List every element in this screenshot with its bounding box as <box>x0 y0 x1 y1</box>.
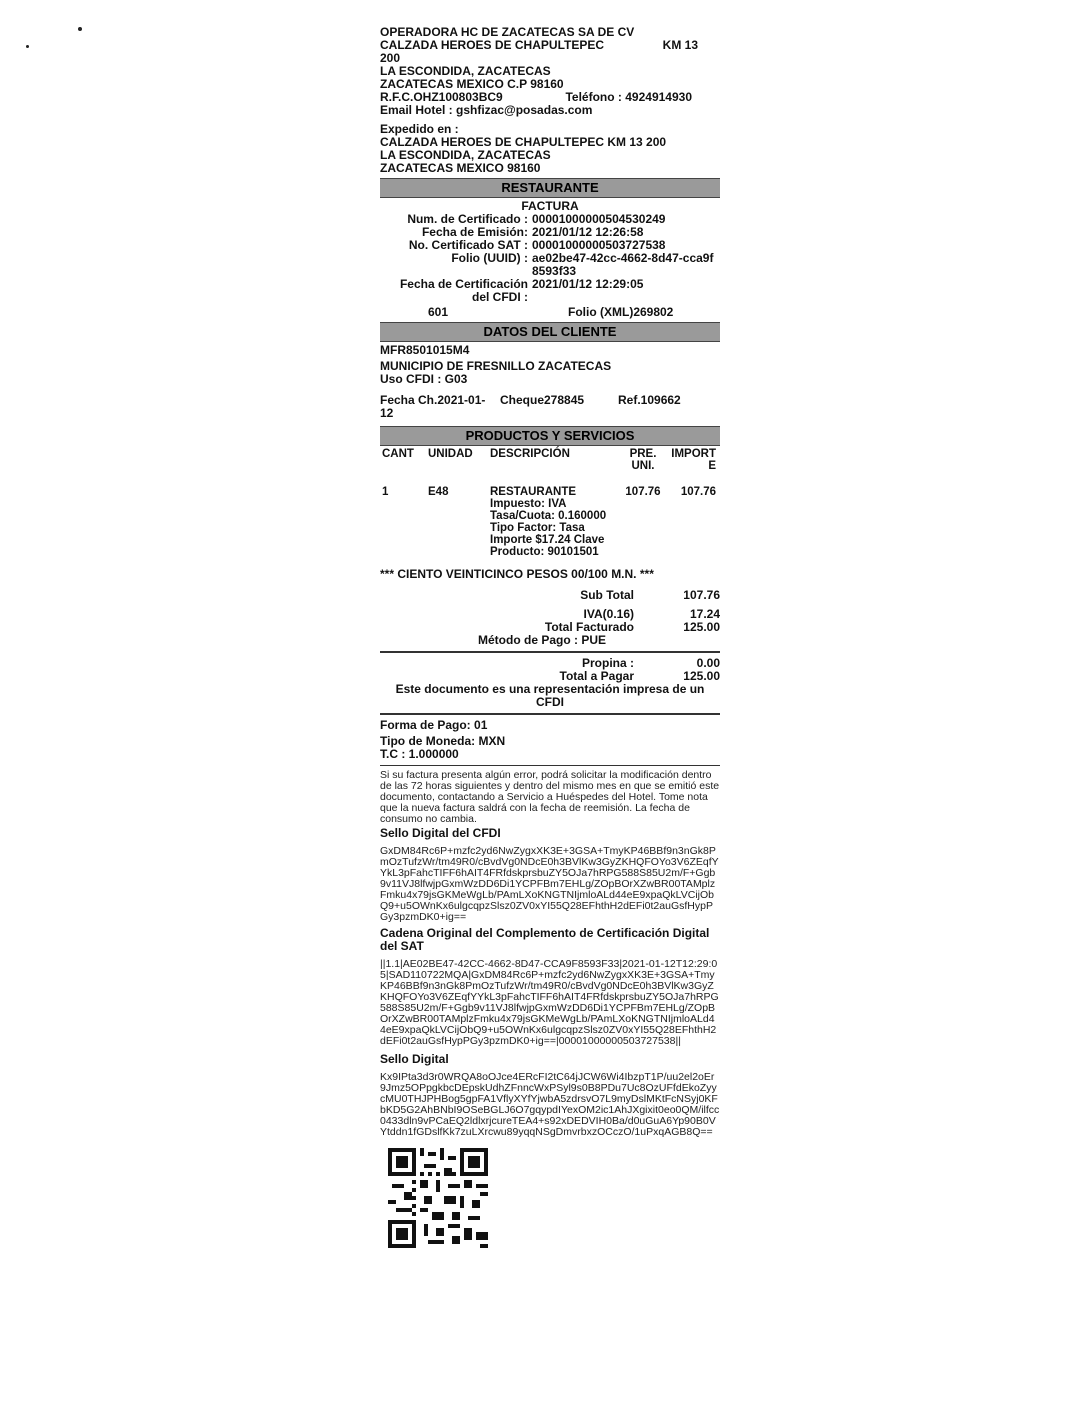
client-cheque: Cheque278845 <box>500 393 585 407</box>
factura-fields <box>380 213 720 304</box>
disclaimer: Si su factura presenta algún error, podrá solicitar la modificación dentro de las 72 horas siguientes y dentro del mismo mes en que se emitió este documento, contactando a Servicio a Huéspedes del Hotel. Tome nota que la nueva factura saldrá con la fecha de reemisión. La fecha de consumo no cambia. <box>380 769 720 825</box>
tipo-cambio: T.C : 1.000000 <box>380 747 459 761</box>
propina-row <box>380 657 720 670</box>
issuer-address-line1: CALZADA HEROES DE CHAPULTEPEC <box>380 38 605 52</box>
client-ref: Ref.109662 <box>618 393 681 407</box>
col-descripcion: DESCRIPCIÓN <box>490 448 570 460</box>
cell-pre-uni: 107.76 <box>625 486 661 498</box>
field-label: Fecha de Emisión: <box>421 225 528 239</box>
sello-cfdi-title: Sello Digital del CFDI <box>380 826 501 840</box>
pagar-value: 125.00 <box>683 669 720 683</box>
tipo-moneda: Tipo de Moneda: MXN <box>380 734 506 748</box>
totals-block <box>380 589 720 715</box>
col-unidad: UNIDAD <box>428 448 473 460</box>
table-row <box>380 486 720 558</box>
client-name: MUNICIPIO DE FRESNILLO ZACATECAS <box>380 359 612 373</box>
factura-field <box>380 278 720 304</box>
col-cant: CANT <box>382 448 414 460</box>
propina-label: Propina : <box>581 656 634 670</box>
field-value: 2021/01/12 12:26:58 <box>532 225 644 239</box>
iva-label: IVA(0.16) <box>583 607 634 621</box>
col-pre-uni: PRE. UNI. <box>629 448 657 472</box>
issuer-phone: Teléfono : 4924914930 <box>565 90 692 104</box>
issuer-address-row <box>380 39 698 52</box>
sello-sat-value: Kx9IPta3d3r0WRQA8oOJce4ERcFI2tC64jJCW6Wi4IbzpT1P/uu2el2oEr9Jmz5OPpgkbcDEpskUdhZFnncWxPSyl9s0B8PDu7Uc8OzUFfdEkoZyycMU0THJPHBog5gpFA1VflyXYfYjwbA5zdrsvO7L9myDslMKtFcNSyj0KFbKD5G2AhBNbI9OSeBGLJ6O7gqypdIYexOM2ic1AhJXgixit0eo0QM/ilfcc0433dln9vPCaEQ2ldlxrjcureTEA4+s92xDEDVIH0Ba/d0uGuA6Yp90B0VYtddn1fGDslfKk7zuLXrcwu89yqqNSgDmvrbxzOCczO/1uPxqAGB8Q== <box>380 1071 720 1138</box>
qr-code <box>388 1148 488 1248</box>
propina-value: 0.00 <box>696 656 720 670</box>
sello-sat-title: Sello Digital <box>380 1052 449 1066</box>
divider <box>380 765 720 766</box>
expedido-line3: ZACATECAS MEXICO 98160 <box>380 161 541 175</box>
field-label: No. Certificado SAT : <box>408 238 528 252</box>
scan-speck <box>78 27 82 31</box>
expedido-label: Expedido en : <box>380 122 459 136</box>
section-productos: PRODUCTOS Y SERVICIOS <box>380 426 720 446</box>
regimen-row <box>380 306 720 319</box>
cell-desc-title: RESTAURANTE <box>490 486 577 498</box>
client-rfc: MFR8501015M4 <box>380 343 470 357</box>
amount-in-words: *** CIENTO VEINTICINCO PESOS 00/100 M.N. *** <box>380 567 654 581</box>
forma-pago: Forma de Pago: 01 <box>380 718 488 732</box>
expedido-block <box>380 123 720 175</box>
table-header <box>380 448 720 472</box>
iva-value: 17.24 <box>689 607 720 621</box>
field-label: Folio (UUID) : <box>451 251 528 265</box>
sello-cfdi-value: GxDM84Rc6P+mzfc2yd6NwZygxXK3E+3GSA+TmyKP46BBf9n3nGk8PmOzTufzWr/tm49R0/cBvdVg0NDcE0h3BVlKw3GyZKHQFOYo3V6ZEqfYYkL3pFahcTIFF6hAIT4FRfdskprsbuZY5OJa7hRPG588S85U2m/F+Ggb9v11VJ8lfwjpGxmWzDD6Di1YCPFBm7EHLg/ZOpBOrXZwBR00TAMplzFmku4x79jsGKMeWgLb/PAmLXoKNGTNIjmloALd44eE9xpaQkLVCijObQ9+u5OWnKx6ulgcqpzSlsz0ZV0xYI55Q28EFhthH2dEFi0t2auGsfHypPGy3pzmDK0+ig== <box>380 845 719 923</box>
total-value: 125.00 <box>683 620 720 634</box>
scan-speck <box>26 45 29 48</box>
pagar-label: Total a Pagar <box>559 669 634 683</box>
issuer-address-line4: ZACATECAS MEXICO C.P 98160 <box>380 77 564 91</box>
field-value: 00001000000503727538 <box>532 238 666 252</box>
cfdi-note: Este documento es una representación impresa de un CFDI <box>395 682 705 709</box>
section-cliente: DATOS DEL CLIENTE <box>380 322 720 342</box>
section-restaurante: RESTAURANTE <box>380 178 720 198</box>
issuer-name: OPERADORA HC DE ZACATECAS SA DE CV <box>380 25 635 39</box>
factura-field <box>380 252 720 278</box>
cell-cant: 1 <box>382 486 389 498</box>
factura-title: FACTURA <box>521 199 579 213</box>
client-uso-cfdi: Uso CFDI : G03 <box>380 372 468 386</box>
expedido-line2: LA ESCONDIDA, ZACATECAS <box>380 148 551 162</box>
metodo-pago: Método de Pago : PUE <box>478 633 607 647</box>
field-value: ae02be47-42cc-4662-8d47-cca9f8593f33 <box>532 251 714 278</box>
cadena-title: Cadena Original del Complemento de Certificación Digital del SAT <box>380 926 710 953</box>
issuer-email: Email Hotel : gshfizac@posadas.com <box>380 103 593 117</box>
cell-desc-detail: Impuesto: IVA Tasa/Cuota: 0.160000 Tipo Factor: Tasa Importe $17.24 Clave Producto: 90101501 <box>490 498 607 558</box>
expedido-line1: CALZADA HEROES DE CHAPULTEPEC KM 13 200 <box>380 135 667 149</box>
col-importe: IMPORTE <box>671 448 716 472</box>
cell-descripcion <box>490 486 620 558</box>
payment-block <box>380 719 720 761</box>
divider <box>380 713 720 715</box>
field-value: 2021/01/12 12:29:05 <box>532 277 644 291</box>
subtotal-row <box>380 589 720 602</box>
regimen-value: 601 <box>428 305 449 319</box>
invoice-receipt <box>380 26 720 1253</box>
issuer-address-line2: 200 <box>380 51 401 65</box>
issuer-address-line3: LA ESCONDIDA, ZACATECAS <box>380 64 551 78</box>
total-label: Total Facturado <box>544 620 634 634</box>
issuer-km: KM 13 <box>662 38 698 52</box>
issuer-block <box>380 26 720 117</box>
subtotal-value: 107.76 <box>683 588 720 602</box>
divider <box>380 651 720 653</box>
client-payment-row <box>380 394 720 420</box>
issuer-rfc: R.F.C.OHZ100803BC9 <box>380 90 503 104</box>
cell-unidad: E48 <box>428 486 449 498</box>
field-label: Fecha de Certificación del CFDI : <box>399 277 528 304</box>
client-fecha: Fecha Ch.2021-01-12 <box>380 393 486 420</box>
cadena-value: ||1.1|AE02BE47-42CC-4662-8D47-CCA9F8593F33|2021-01-12T12:29:05|SAD110722MQA|GxDM84Rc6P+mzfc2yd6NwZygxXK3E+3GSA+TmyKP46BBf9n3nGk8PmOzTufzWr/tm49R0/cBvdVg0NDcE0h3BVlKw3GyZKHQFOYo3V6ZEqfYYkL3pFahcTIFF6hAIT4FRfdskprsbuZY5OJa7hRPG588S85U2m/F+Ggb9v11VJ8lfwjpGxmWzDD6Di1YCPFBm7EHLg/ZOpBOrXZwBR00TAMplzFmku4x79jsGKMeWgLb/PAmLXoKNGTNIjmloALd44eE9xpaQkLVCijObQ9+u5OWnKx6ulgcqpzSlsz0ZV0xYI55Q28EFhthH2dEFi0t2auGsfHypPGy3pzmDK0+ig==|00001000000503727538|| <box>380 958 719 1047</box>
field-value: 00001000000504530249 <box>532 212 666 226</box>
folio-xml: Folio (XML)269802 <box>568 305 674 319</box>
subtotal-label: Sub Total <box>580 588 634 602</box>
field-label: Num. de Certificado : <box>407 212 528 226</box>
items-table <box>380 448 720 558</box>
cell-importe: 107.76 <box>680 486 716 498</box>
